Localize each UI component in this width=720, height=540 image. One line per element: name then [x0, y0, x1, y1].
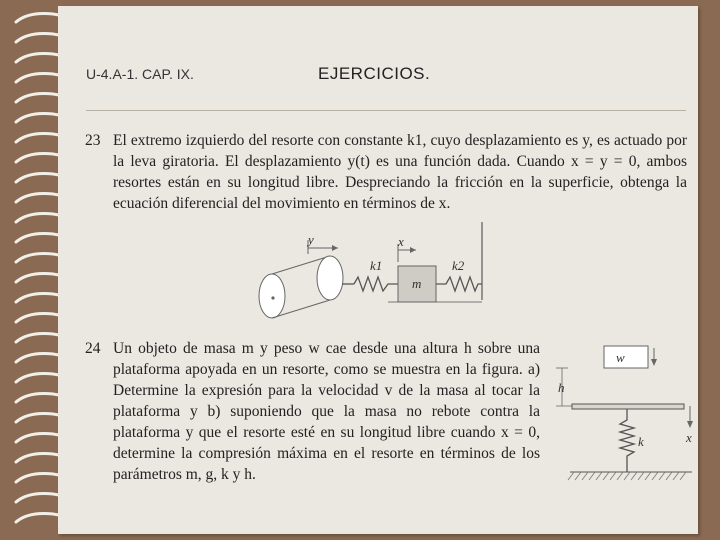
label-w: w: [616, 350, 625, 365]
label-k2: k2: [452, 258, 465, 273]
ground-hatch: [603, 472, 609, 480]
ground-hatch: [575, 472, 581, 480]
exercise-number: 24: [85, 340, 101, 357]
ground-hatch: [582, 472, 588, 480]
ground-hatch: [673, 472, 679, 480]
exercise-text: Un objeto de masa m y peso w cae desde una altura h sobre una plataforma apoyada en un resorte, como se muestra en la figura. a) Determine la expresión para la velocidad v de la masa al tocar la plataforma y b) suponiendo que la masa no rebote contra la plataforma y que el resorte esté en su longitud libre cuando x = 0, determine la compresión máxima en el resorte en términos de los parámetros m, g, k y h.: [113, 340, 540, 483]
ground-hatch: [638, 472, 644, 480]
falling-mass-figure: [552, 340, 702, 490]
label-x: x: [686, 430, 692, 445]
label-x: x: [398, 234, 404, 249]
ground-hatch: [617, 472, 623, 480]
ground-hatch: [596, 472, 602, 480]
label-y: y: [308, 232, 314, 247]
course-code: U-4.A-1. CAP. IX.: [86, 66, 194, 82]
label-h: h: [558, 380, 565, 395]
ground-hatch: [624, 472, 630, 480]
exercise-number: 23: [85, 132, 101, 149]
cam-spring-figure: [250, 222, 490, 324]
label-k: k: [638, 434, 644, 449]
label-k1: k1: [370, 258, 383, 273]
ground-hatch: [568, 472, 574, 480]
ground-hatch: [659, 472, 665, 480]
exercise-text: El extremo izquierdo del resorte con constante k1, cuyo desplazamiento es y, es actuado por la leva giratoria. El desplazamiento y(t) es una función dada. Cuando x = y = 0, ambos resortes están en su longitud libre. Despreciando la fricción en la superficie, obtenga la ecuación diferencial del movimiento en términos de x.: [113, 132, 687, 212]
ground-hatch: [645, 472, 651, 480]
ground-hatch: [631, 472, 637, 480]
ground-hatch: [589, 472, 595, 480]
ground-hatch: [610, 472, 616, 480]
ground-hatch: [680, 472, 686, 480]
ground-hatch: [652, 472, 658, 480]
page-title: EJERCICIOS.: [318, 64, 431, 83]
exercise-24: [85, 338, 540, 485]
ground-hatch: [666, 472, 672, 480]
exercise-23: [85, 130, 687, 214]
header-divider: [86, 110, 686, 111]
label-m: m: [412, 276, 422, 291]
